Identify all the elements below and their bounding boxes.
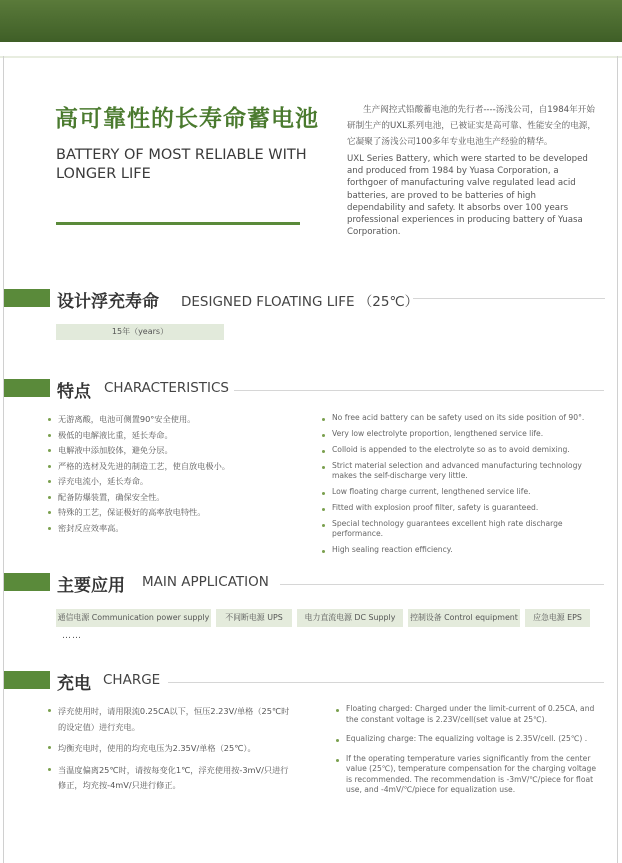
charge-list-en [336,704,598,805]
section-marker [4,573,50,591]
characteristics-title-cn: 特点 [57,382,91,402]
more-ellipsis: …… [62,631,82,641]
section-divider [168,682,604,683]
list-item: 当温度偏离25℃时，请按每变化1℃，浮充使用按-3mV/只进行修正，均充按-4mV/只进行修正。 [48,763,293,794]
application-title-cn: 主要应用 [57,576,125,596]
section-divider [280,584,604,585]
floating-title-en: DESIGNED FLOATING LIFE （25℃） [181,294,419,310]
list-item: Special technology guarantees excellent high rate discharge performance. [322,519,602,539]
page-border [617,56,618,863]
intro-text-en: UXL Series Battery, which were started to be developed and produced from 1984 by Yuasa Corporation, a forthgoer of manufacturing valve regulated lead acid batteries, are proved to be batteries of high dependability and safety. It absorbs over 100 years professional experiences in producing battery of Yuasa Corporation. [347,154,588,238]
application-chip: 通信电源 Communication power supply [56,609,211,627]
list-item: 浮充电流小，延长寿命。 [48,475,298,491]
section-marker [4,671,50,689]
application-chip: 应急电源 EPS [525,609,590,627]
list-item: Colloid is appended to the electrolyte so as to avoid demixing. [322,445,602,455]
intro-text-cn: 生产阀控式铅酸蓄电池的先行者----汤浅公司，自1984年开始研制生产的UXL系列电池，已被证实是高可靠、性能安全的电源，它凝聚了汤浅公司100多年专业电池生产经验的精华。 [347,105,596,147]
list-item: 均衡充电时，使用的均充电压为2.35V/单格（25℃）。 [48,741,293,757]
hero-title-en: BATTERY OF MOST RELIABLE WITH LONGER LIFE [56,147,307,182]
characteristics-list-en [322,413,602,561]
list-item: 极低的电解液比重，延长寿命。 [48,429,298,445]
banner-divider [0,42,622,58]
charge-title-en: CHARGE [103,672,161,688]
list-item: High sealing reaction efficiency. [322,545,602,555]
characteristics-title-en: CHARACTERISTICS [104,380,230,396]
application-chips [56,609,596,627]
list-item: Strict material selection and advanced manufacturing technology makes the self-discharge very little. [322,461,602,481]
top-banner [0,0,622,42]
list-item: Low floating charge current, lengthened service life. [322,487,602,497]
list-item: 严格的选材及先进的制造工艺，使自放电极小。 [48,460,298,476]
list-item: 特殊的工艺，保证极好的高率放电特性。 [48,506,298,522]
application-title-en: MAIN APPLICATION [142,574,269,590]
section-divider [234,390,604,391]
list-item: Equalizing charge: The equalizing voltage is 2.35V/cell. (25℃) . [336,734,598,745]
floating-title-cn: 设计浮充寿命 [57,292,159,312]
list-item: 电解液中添加胶体，避免分层。 [48,444,298,460]
hero-rule [56,222,300,225]
section-marker [4,379,50,397]
list-item: Floating charged: Charged under the limit-current of 0.25CA, and the constant voltage is 2.23V/cell(set value at 25℃). [336,704,598,725]
section-divider [413,298,605,299]
section-marker [4,289,50,307]
list-item: Fitted with explosion proof filter, safety is guaranteed. [322,503,602,513]
list-item: If the operating temperature varies significantly from the center value (25℃), temperature compensation for the charging voltage is recommended. The recommendation is -3mV/℃/piece for float use, and -4mV/℃/piece for equalization use. [336,754,598,796]
list-item: No free acid battery can be safety used on its side position of 90°. [322,413,602,423]
application-chip: 电力直流电源 DC Supply [297,609,403,627]
charge-list-cn [48,704,293,800]
charge-title-cn: 充电 [57,674,91,694]
list-item: 无游离酸，电池可侧置90°安全使用。 [48,413,298,429]
list-item: Very low electrolyte proportion, lengthened service life. [322,429,602,439]
list-item: 配备防爆装置，确保安全性。 [48,491,298,507]
list-item: 浮充使用时，请用限流0.25CA以下，恒压2.23V/单格（25℃时的设定值）进行充电。 [48,704,293,735]
page-border [3,56,4,863]
application-chip: 控制设备 Control equipment [408,609,520,627]
characteristics-list-cn [48,413,298,537]
application-chip: 不间断电源 UPS [216,609,292,627]
hero-title-cn: 高可靠性的长寿命蓄电池 [55,106,319,132]
floating-life-value: 15年（years） [56,324,224,340]
list-item: 密封反应效率高。 [48,522,298,538]
